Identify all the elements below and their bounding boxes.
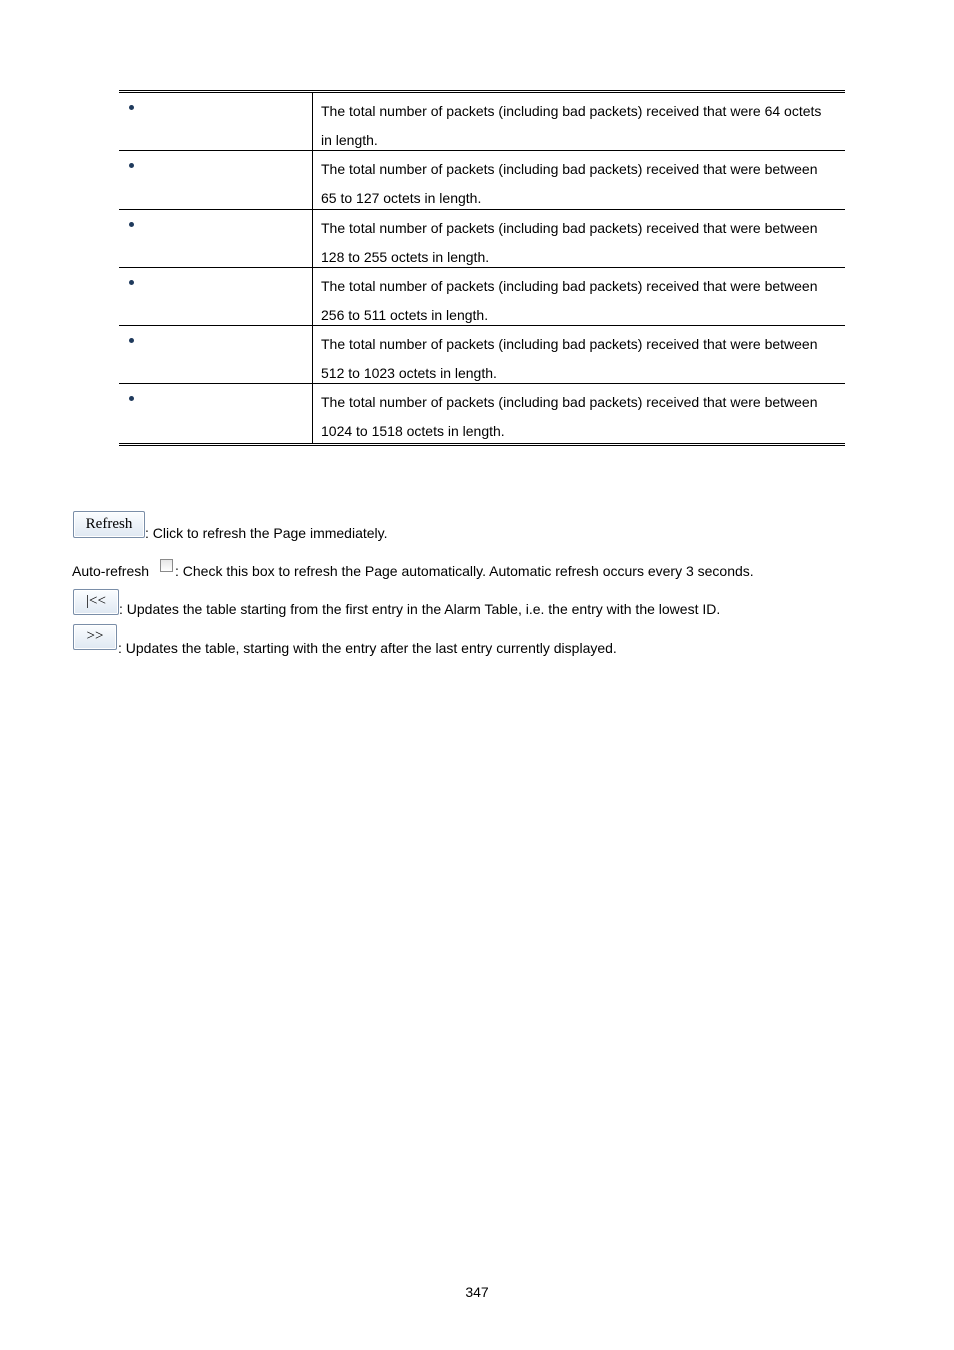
table-row <box>119 326 845 384</box>
bullet-cell <box>119 151 313 208</box>
next-page-button[interactable]: >> <box>73 624 117 650</box>
counter-table <box>119 90 845 446</box>
description-cell: The total number of packets (including bad packets) received that were 64 octets in length. <box>321 103 822 148</box>
bullet-cell <box>119 268 313 325</box>
first-page-button[interactable]: |<< <box>73 589 119 615</box>
auto-refresh-label: Auto-refresh <box>72 563 150 579</box>
bullet-icon <box>129 222 134 227</box>
bullet-icon <box>129 396 134 401</box>
bullet-cell <box>119 93 313 150</box>
description-cell: The total number of packets (including bad packets) received that were between 512 to 1023 octets in length. <box>321 336 818 382</box>
page-number: 347 <box>465 1284 489 1300</box>
description-cell: The total number of packets (including bad packets) received that were between 256 to 511 octets in length. <box>321 277 818 323</box>
bullet-icon <box>129 280 134 285</box>
table-row <box>119 93 845 151</box>
bullet-icon <box>129 163 134 168</box>
bullet-icon <box>129 338 134 343</box>
bullet-cell <box>119 210 313 267</box>
table-row <box>119 151 845 209</box>
first-page-description: : Updates the table starting from the first entry in the Alarm Table, i.e. the entry with the lowest ID. <box>119 601 721 617</box>
bullet-cell <box>119 326 313 383</box>
refresh-button[interactable]: Refresh <box>73 511 145 538</box>
next-page-description: : Updates the table, starting with the entry after the last entry currently displayed. <box>118 640 617 656</box>
table-row <box>119 210 845 268</box>
description-cell: The total number of packets (including bad packets) received that were between 1024 to 1518 octets in length. <box>321 394 818 440</box>
auto-refresh-description: : Check this box to refresh the Page automatically. Automatic refresh occurs every 3 seconds. <box>175 563 754 579</box>
description-cell: The total number of packets (including bad packets) received that were between 65 to 127 octets in length. <box>321 161 818 207</box>
description-cell: The total number of packets (including bad packets) received that were between 128 to 255 octets in length. <box>321 219 818 265</box>
bullet-icon <box>129 105 134 110</box>
auto-refresh-checkbox[interactable] <box>160 559 173 572</box>
refresh-description: : Click to refresh the Page immediately. <box>145 525 388 541</box>
bullet-cell <box>119 384 313 442</box>
table-row <box>119 384 845 442</box>
table-row <box>119 268 845 326</box>
